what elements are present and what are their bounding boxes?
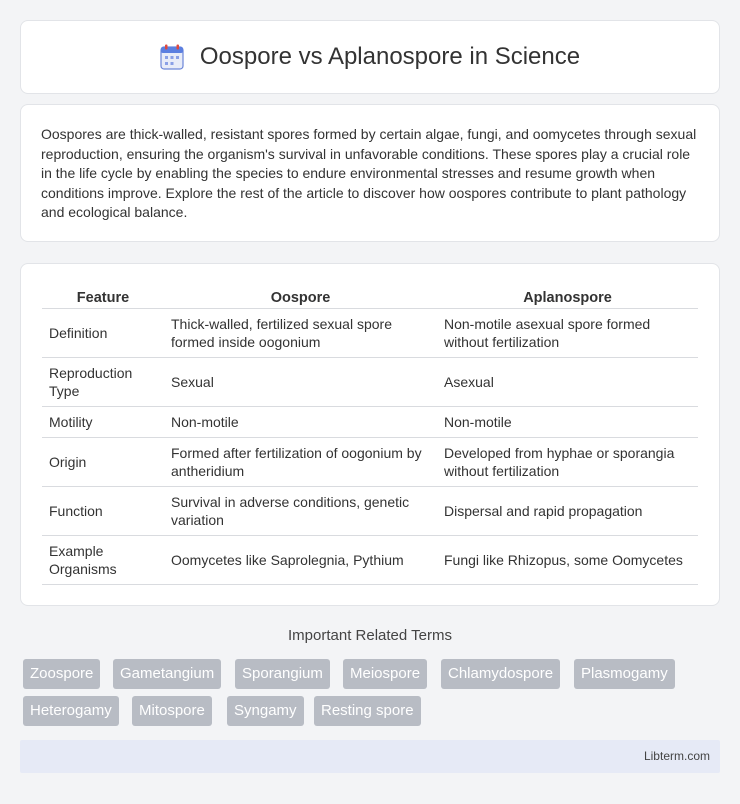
tag-resting-spore[interactable]: Resting spore xyxy=(314,696,421,726)
row-feature: Definition xyxy=(42,308,164,357)
title-card xyxy=(20,20,720,94)
table-row xyxy=(42,535,698,584)
footer-brand[interactable]: Libterm.com xyxy=(643,749,710,763)
row-aplanospore: Non-motile asexual spore formed without fertilization xyxy=(437,308,698,357)
footer xyxy=(20,740,720,773)
table-header-row xyxy=(42,282,698,308)
row-feature: Example Organisms xyxy=(42,535,164,584)
calendar-icon xyxy=(160,44,184,70)
row-aplanospore: Asexual xyxy=(437,357,698,406)
row-feature: Function xyxy=(42,486,164,535)
table-row xyxy=(42,486,698,535)
tag-mitospore[interactable]: Mitospore xyxy=(132,696,212,726)
tag-plasmogamy[interactable]: Plasmogamy xyxy=(574,659,675,689)
table-row xyxy=(42,437,698,486)
row-oospore: Formed after fertilization of oogonium by antheridium xyxy=(164,437,437,486)
tag-chlamydospore[interactable]: Chlamydospore xyxy=(441,659,560,689)
tag-gametangium[interactable]: Gametangium xyxy=(113,659,221,689)
row-oospore: Oomycetes like Saprolegnia, Pythium xyxy=(164,535,437,584)
row-aplanospore: Developed from hyphae or sporangia without fertilization xyxy=(437,437,698,486)
row-oospore: Sexual xyxy=(164,357,437,406)
row-feature: Reproduction Type xyxy=(42,357,164,406)
row-aplanospore: Fungi like Rhizopus, some Oomycetes xyxy=(437,535,698,584)
row-aplanospore: Dispersal and rapid propagation xyxy=(437,486,698,535)
tag-syngamy[interactable]: Syngamy xyxy=(227,696,304,726)
row-feature: Origin xyxy=(42,437,164,486)
tag-zoospore[interactable]: Zoospore xyxy=(23,659,100,689)
tag-heterogamy[interactable]: Heterogamy xyxy=(23,696,119,726)
table-row xyxy=(42,357,698,406)
row-oospore: Survival in adverse conditions, genetic variation xyxy=(164,486,437,535)
tag-sporangium[interactable]: Sporangium xyxy=(235,659,330,689)
row-oospore: Thick-walled, fertilized sexual spore formed inside oogonium xyxy=(164,308,437,357)
related-terms-title: Important Related Terms xyxy=(288,627,452,644)
comparison-table xyxy=(42,282,698,585)
header-oospore: Oospore xyxy=(164,282,437,308)
row-feature: Motility xyxy=(42,406,164,437)
comparison-card xyxy=(20,263,720,606)
row-oospore: Non-motile xyxy=(164,406,437,437)
header-feature: Feature xyxy=(42,282,164,308)
table-row xyxy=(42,308,698,357)
table-row xyxy=(42,406,698,437)
tag-meiospore[interactable]: Meiospore xyxy=(343,659,427,689)
page-title: Oospore vs Aplanospore in Science xyxy=(199,43,581,70)
intro-card xyxy=(20,104,720,242)
header-aplanospore: Aplanospore xyxy=(437,282,698,308)
intro-text: Oospores are thick-walled, resistant spores formed by certain algae, fungi, and oomycetes through sexual reproduction, ensuring the organism's survival in unfavorable conditions. These spores play a crucial role in the life cycle by enabling the species to endure environmental stresses and resume growth when conditions improve. Explore the rest of the article to discover how oospores contribute to plant pathology and ecological balance. xyxy=(41,126,697,221)
row-aplanospore: Non-motile xyxy=(437,406,698,437)
